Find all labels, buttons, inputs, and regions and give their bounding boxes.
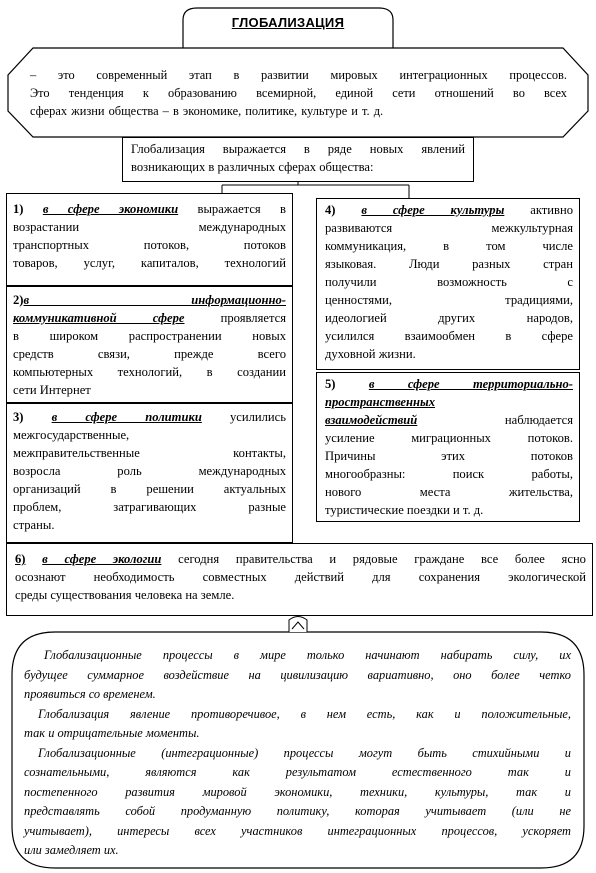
conclusion-line: Глобализационные (интеграционные) процессы могут быть стихийными и — [38, 745, 571, 760]
sphere-economy-box — [6, 193, 293, 286]
sphere-text: в широком распространении новых — [13, 329, 286, 343]
sphere-text: Причины этих потоков — [325, 449, 573, 463]
sphere-text: проблем, затрагивающих разные — [13, 500, 286, 514]
sphere-ecology-box — [6, 543, 593, 616]
sphere-text: возросла роль международных — [13, 464, 286, 478]
sphere-text: среды существования человека на земле. — [15, 588, 235, 602]
sphere-text: духовной жизни. — [325, 347, 416, 361]
sphere-number: 3) — [13, 410, 24, 424]
conclusion-text — [24, 646, 571, 861]
sphere-text: товаров, услуг, капиталов, технологий — [13, 256, 286, 270]
sphere-number: 2) — [13, 293, 24, 307]
sphere-text: нового места жительства, — [325, 485, 573, 499]
sphere-text: проявляется — [184, 311, 286, 325]
expressed-box — [122, 137, 474, 182]
sphere-number: 5) — [325, 377, 336, 391]
sphere-text: межправительственные контакты, — [13, 446, 286, 460]
conclusion-line: или замедляет их. — [24, 843, 119, 857]
sphere-text: выражается в — [178, 202, 286, 216]
sphere-text: возрастании международных — [13, 220, 286, 234]
sphere-text: усилился взаимообмен в сфере — [325, 329, 573, 343]
sphere-text: идеологией других народов, — [325, 311, 573, 325]
sphere-text: транспортных потоков, потоков — [13, 238, 286, 252]
definition-line: Это тенденция к образованию всемирной, единой сети отношений во всех — [30, 86, 567, 100]
conclusion-line: Глобализация явление противоречивое, в нем есть, как и положительные, — [38, 706, 571, 721]
sphere-text: получили возможность с — [325, 275, 573, 289]
sphere-text: коммуникация, в том числе — [325, 239, 573, 253]
sphere-text: развиваются межкультурная — [325, 221, 573, 235]
title-container — [183, 14, 393, 44]
definition-line: – это современный этап в развитии мировых интеграционных процессов. — [30, 68, 567, 82]
sphere-text: компьютерных технологий, в создании — [13, 365, 286, 379]
sphere-text: сегодня правительства и рядовые граждане все более ясно — [161, 552, 586, 566]
sphere-text: языковая. Люди разных стран — [325, 257, 573, 271]
sphere-text: наблюдается — [417, 413, 573, 427]
definition-text — [30, 66, 567, 120]
sphere-text: сети Интернет — [13, 383, 91, 397]
sphere-title: в сфере политики — [51, 410, 202, 424]
sphere-text: усиление миграционных потоков. — [325, 431, 573, 445]
conclusion-line: учитывает), интересы всех участников интеграционных процессов, ускоряет — [24, 823, 571, 838]
sphere-number: 1) — [13, 202, 24, 216]
expressed-line: Глобализация выражается в ряде новых явлений — [131, 142, 465, 156]
sphere-text: страны. — [13, 518, 55, 532]
sphere-text: многообразны: поиск работы, — [325, 467, 573, 481]
sphere-text: средств связи, прежде всего — [13, 347, 286, 361]
sphere-title: пространственных — [325, 395, 436, 409]
sphere-text: организаций в решении актуальных — [13, 482, 286, 496]
sphere-territory-box — [316, 372, 580, 522]
sphere-text: межгосударственные, — [13, 428, 130, 442]
conclusion-line: проявиться со временем. — [24, 687, 156, 701]
sphere-number: 6) — [15, 552, 26, 566]
conclusion-tab — [289, 617, 307, 633]
sphere-info-box — [6, 286, 293, 403]
conclusion-line: так и отрицательные моменты. — [24, 726, 200, 740]
sphere-culture-box — [316, 198, 580, 370]
sphere-text: туристические поездки и т. д. — [325, 503, 484, 517]
sphere-text: усилились — [201, 410, 286, 424]
sphere-title: в информационно- — [23, 293, 286, 307]
sphere-title: в сфере культуры — [361, 203, 505, 217]
sphere-title: в сфере территориально- — [368, 377, 573, 391]
conclusion-line: будущее суммарное воздействие на цивилизацию вариативно, оно более четко — [24, 667, 571, 682]
sphere-text: ценностями, традициями, — [325, 293, 573, 307]
sphere-title: в сфере экономики — [42, 202, 179, 216]
sphere-number: 4) — [325, 203, 336, 217]
expressed-line: возникающих в различных сферах общества: — [131, 160, 374, 174]
sphere-text: осознают необходимость совместных действий для сохранения экологической — [15, 570, 586, 584]
sphere-title: в сфере экологии — [42, 552, 162, 566]
page-title: ГЛОБАЛИЗАЦИЯ — [231, 15, 345, 30]
sphere-text: активно — [504, 203, 573, 217]
conclusion-line: постепенного развития мировой экономики, техники, культуры, так и — [24, 784, 571, 799]
sphere-title: коммуникативной сфере — [13, 311, 185, 325]
sphere-title: взаимодействий — [325, 413, 418, 427]
definition-line: сферах жизни общества – в экономике, политике, культуре и т. д. — [30, 104, 384, 118]
conclusion-line: сознательными, являются как результатом естественного так и — [24, 765, 571, 779]
sphere-politics-box — [6, 403, 293, 543]
conclusion-line: представлять собой продуманную политику, которая учитывает (или не — [24, 804, 571, 818]
conclusion-line: Глобализационные процессы в мире только начинают набирать силу, их — [44, 648, 571, 662]
